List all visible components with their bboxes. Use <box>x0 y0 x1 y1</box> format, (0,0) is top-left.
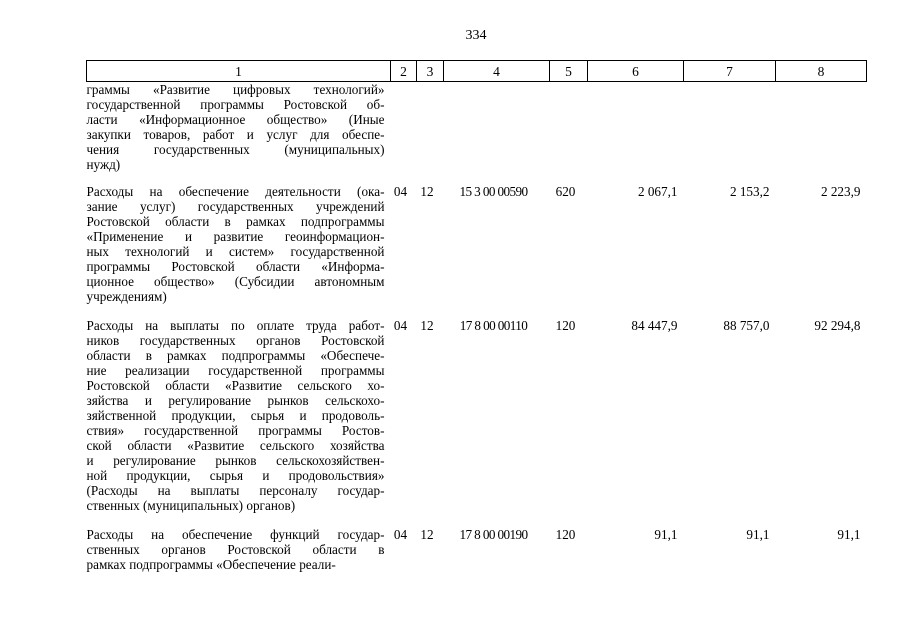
target-article-code: 17 8 00 00190 <box>459 527 528 542</box>
amount-year-2: 88 757,0 <box>723 318 770 333</box>
description-line: ной продукции, сырья и продовольствия» <box>86 468 385 483</box>
target-article-code: 15 3 00 00590 <box>459 184 528 199</box>
amount-year-2 <box>684 82 776 185</box>
column-header: 8 <box>776 61 867 82</box>
amount-year-2: 91,1 <box>746 527 770 542</box>
description-line: закупки товаров, работ и услуг для обеспе- <box>86 127 385 142</box>
description-line: ственных органов Ростовской области в <box>86 542 385 557</box>
row-description <box>87 318 391 527</box>
table-row <box>87 318 867 527</box>
column-header: 1 <box>87 61 391 82</box>
row-description <box>87 184 391 318</box>
amount-year-1 <box>588 82 684 185</box>
amount-year-2: 2 153,2 <box>729 184 770 199</box>
column-header: 7 <box>684 61 776 82</box>
expense-type-code: 620 <box>555 184 576 199</box>
section-code: 04 <box>393 184 408 199</box>
expense-type-code: 120 <box>555 527 576 542</box>
amount-year-3: 91,1 <box>837 527 861 542</box>
column-header: 5 <box>550 61 588 82</box>
section-code: 04 <box>393 318 408 333</box>
description-line: рамках подпрограммы «Обеспечение реали- <box>86 557 336 572</box>
description-line: ственных (муниципальных) органов) <box>86 498 296 513</box>
expense-type-code: 120 <box>555 318 576 333</box>
subsection-code <box>417 82 444 185</box>
description-line: зяйства и регулирование рынков сельскохо- <box>86 393 385 408</box>
description-line: области в рамках подпрограммы «Обеспече- <box>86 348 385 363</box>
description-line: ской области «Развитие сельского хозяйства <box>86 438 385 453</box>
description-line: Ростовской области в рамках подпрограммы <box>86 214 385 229</box>
description-line: граммы «Развитие цифровых технологий» <box>86 82 385 97</box>
section-code: 04 <box>393 527 408 542</box>
budget-table <box>86 60 867 572</box>
row-description <box>87 82 391 185</box>
description-line: ных технологий и систем» государственной <box>86 244 385 259</box>
table-row <box>87 184 867 318</box>
subsection-code: 12 <box>420 184 434 199</box>
section-code <box>391 82 417 185</box>
target-article-code <box>444 82 550 185</box>
amount-year-3: 92 294,8 <box>814 318 861 333</box>
table-row <box>87 82 867 185</box>
description-line: зяйственной продукции, сырья и продоволь- <box>86 408 385 423</box>
amount-year-1: 2 067,1 <box>637 184 678 199</box>
page-number: 334 <box>465 28 487 43</box>
description-line: «Применение и развитие геоинформацион- <box>86 229 385 244</box>
description-line: Расходы на обеспечение деятельности (ока- <box>86 184 385 199</box>
description-line: Расходы на обеспечение функций государ- <box>86 527 385 542</box>
header-row <box>87 61 867 82</box>
description-line: (Расходы на выплаты персоналу государ- <box>86 483 385 498</box>
amount-year-3 <box>776 82 867 185</box>
column-header: 6 <box>588 61 684 82</box>
target-article-code: 17 8 00 00110 <box>459 318 528 333</box>
table-row <box>87 527 867 572</box>
amount-year-1: 91,1 <box>654 527 678 542</box>
subsection-code: 12 <box>420 318 434 333</box>
description-line: государственной программы Ростовской об- <box>86 97 385 112</box>
description-line: программы Ростовской области «Информа- <box>86 259 385 274</box>
description-line: ласти «Информационное общество» (Иные <box>86 112 385 127</box>
column-header: 3 <box>417 61 444 82</box>
description-line: учреждениям) <box>86 289 167 304</box>
description-line: ционное общество» (Субсидии автономным <box>86 274 385 289</box>
description-line: ников государственных органов Ростовской <box>86 333 385 348</box>
description-line: чения государственных (муниципальных) <box>86 142 385 157</box>
amount-year-1: 84 447,9 <box>631 318 678 333</box>
expense-type-code <box>550 82 588 185</box>
description-line: ствия» государственной программы Ростов- <box>86 423 385 438</box>
column-header: 4 <box>444 61 550 82</box>
description-line: и регулирование рынков сельскохозяйствен- <box>86 453 385 468</box>
row-description <box>87 527 391 572</box>
description-line: зание услуг) государственных учреждений <box>86 199 385 214</box>
description-line: нужд) <box>86 157 121 172</box>
amount-year-3: 2 223,9 <box>820 184 861 199</box>
description-line: Расходы на выплаты по оплате труда работ- <box>86 318 385 333</box>
subsection-code: 12 <box>420 527 434 542</box>
description-line: ние реализации государственной программы <box>86 363 385 378</box>
description-line: Ростовской области «Развитие сельского хо- <box>86 378 385 393</box>
column-header: 2 <box>391 61 417 82</box>
